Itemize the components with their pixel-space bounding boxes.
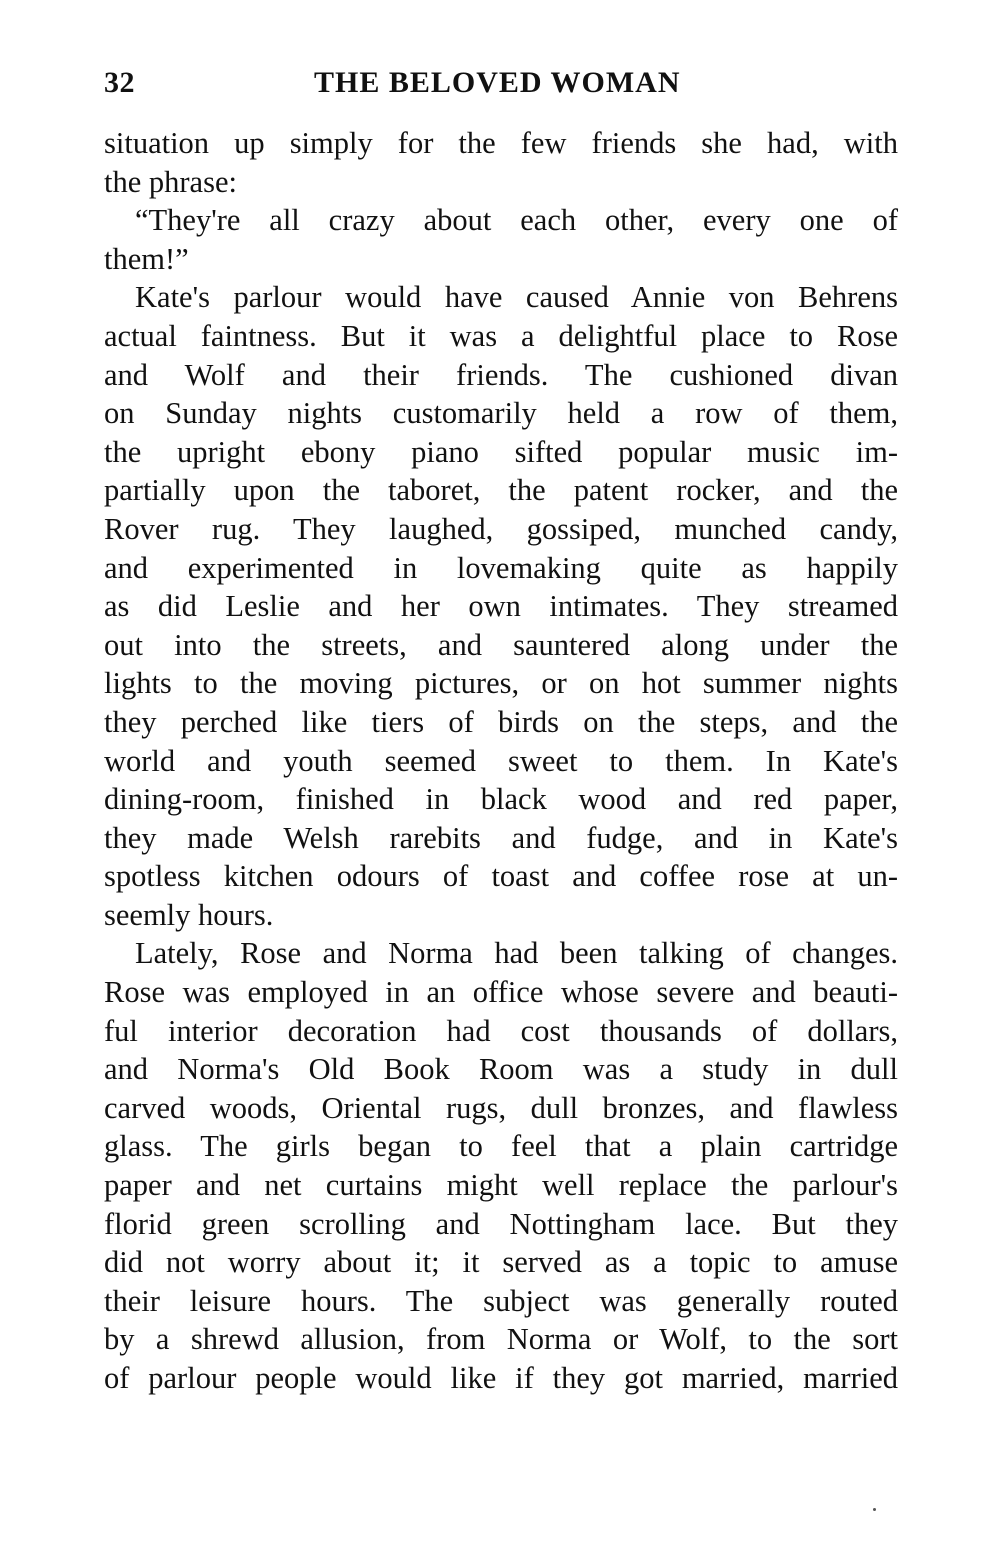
text-line: world and youth seemed sweet to them. In Kate's: [104, 743, 898, 778]
text-line: by a shrewd allusion, from Norma or Wolf, to the sort: [104, 1322, 898, 1357]
text-line: the upright ebony piano sifted popular music im-: [104, 434, 898, 469]
text-line: “They're all crazy about each other, every one of: [135, 203, 898, 238]
text-line: ful interior decoration had cost thousands of dollars,: [104, 1013, 898, 1048]
text-line: their leisure hours. The subject was generally routed: [104, 1283, 898, 1318]
text-line: on Sunday nights customarily held a row of them,: [104, 396, 898, 431]
text-line: actual faintness. But it was a delightful place to Rose: [104, 318, 898, 353]
text-line: of parlour people would like if they got married, married: [104, 1361, 898, 1395]
text-line: they made Welsh rarebits and fudge, and in Kate's: [104, 820, 898, 855]
body-text: [104, 124, 898, 1398]
text-line: lights to the moving pictures, or on hot summer nights: [104, 666, 898, 701]
text-line: Rose was employed in an office whose severe and beauti-: [104, 975, 898, 1010]
text-line: they perched like tiers of birds on the steps, and the: [104, 704, 898, 739]
text-line: dining-room, finished in black wood and red paper,: [104, 782, 898, 817]
text-line: Kate's parlour would have caused Annie von Behrens: [135, 280, 898, 315]
text-line: out into the streets, and sauntered along under the: [104, 627, 898, 662]
text-line: as did Leslie and her own intimates. They streamed: [104, 589, 898, 624]
text-line: Rover rug. They laughed, gossiped, munched candy,: [104, 511, 898, 546]
text-line: paper and net curtains might well replace the parlour's: [104, 1168, 898, 1203]
text-line: and Norma's Old Book Room was a study in dull: [104, 1052, 898, 1087]
text-line: florid green scrolling and Nottingham lace. But they: [104, 1206, 898, 1241]
text-line: and experimented in lovemaking quite as happily: [104, 550, 898, 585]
text-line: carved woods, Oriental rugs, dull bronzes, and flawless: [104, 1090, 898, 1125]
page-number: 32: [104, 66, 135, 99]
text-line: spotless kitchen odours of toast and coffee rose at un-: [104, 859, 898, 894]
running-head: THE BELOVED WOMAN: [314, 66, 681, 99]
text-line: the phrase:: [104, 164, 237, 199]
text-line: partially upon the taboret, the patent rocker, and the: [104, 473, 898, 508]
scan-speck: [873, 1508, 876, 1511]
text-line: did not worry about it; it served as a topic to amuse: [104, 1245, 898, 1280]
text-line: glass. The girls began to feel that a plain cartridge: [104, 1129, 898, 1164]
page-header: [104, 66, 898, 114]
text-line: them!”: [104, 241, 189, 276]
text-line: seemly hours.: [104, 897, 274, 932]
text-line: Lately, Rose and Norma had been talking of changes.: [135, 936, 898, 971]
text-line: and Wolf and their friends. The cushioned divan: [104, 357, 898, 392]
text-line: situation up simply for the few friends she had, with: [104, 126, 898, 160]
